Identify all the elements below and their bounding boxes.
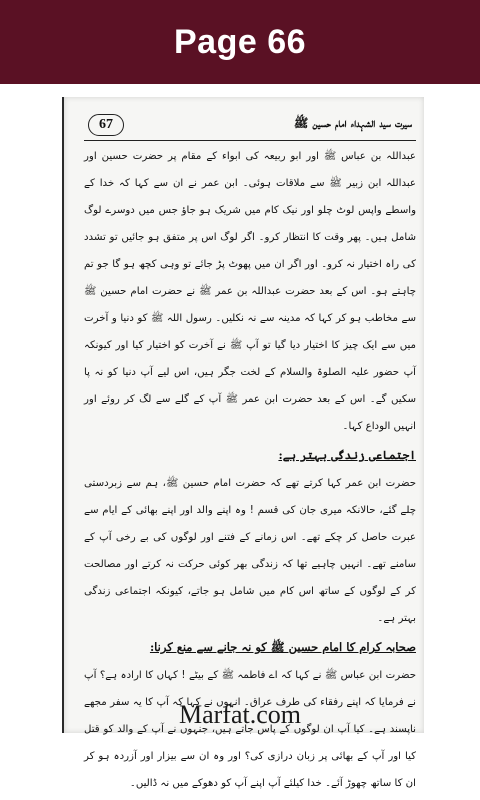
section-heading-2: صحابہ کرام کا امام حسین ﷺ کو نہ جانے سے منع کرنا:: [149, 640, 416, 654]
running-header-title: سیرت سید الشہداء امام حسین ﷺ: [293, 116, 412, 130]
footer-logo: Marfat.com: [178, 700, 301, 729]
scanned-page[interactable]: [62, 97, 424, 789]
page-title: Page 66: [173, 22, 307, 61]
printed-page-number: 67: [88, 114, 124, 136]
paragraph-1: عبداللہ بن عباس ﷺ اور ابو ربیعہ کی ابواء کے مقام پر حضرت حسین اور عبداللہ ابن زبیر ﷺ سے ملاقات ہوئی۔ ابن عمر نے ان سے کہا کہ خدا کے واسطے واپس لوٹ چلو اور نیک کام میں شریک ہو جاؤ جس میں دوسرے لوگ شامل ہیں۔ پھر وقت کا انتظار کرو۔ اگر لوگ اس پر متفق ہو جائیں تو تشدد کی راہ اختیار نہ کرو۔ اور اگر ان میں پھوٹ پڑ جائے تو وہی کچھ ہو گا جو تم چاہتے ہو۔ اس کے بعد حضرت عبداللہ بن عمر ﷺ نے حضرت امام حسین ﷺ سے مخاطب ہو کر کہا کہ مدینہ سے نہ نکلیں۔ رسول اللہ ﷺ کو دنیا و آخرت میں سے ایک چیز کا اختیار دیا گیا تو آپ ﷺ نے آخرت کو اختیار کیا اور کیونکہ آپ حضور علیہ الصلوۃ والسلام کے لخت جگر ہیں، اس لیے آپ دنیا کو نہ پا سکیں گے۔ اس کے بعد حضرت ابن عمر ﷺ آپ کے گلے سے لگ کر روئے اور انہیں الوداع کہا۔: [84, 151, 416, 432]
top-bar: [0, 0, 480, 84]
section-heading-1: اجتماعی زندگی بہتر ہے:: [278, 448, 416, 462]
running-header: [84, 109, 416, 141]
paragraph-3: حضرت ابن عباس ﷺ نے کہا کہ اے فاطمہ ﷺ کے بیٹے ! کہاں کا ارادہ ہے؟ آپ نے فرمایا کہ اپنے رفقاء کی طرف عراق۔ انہوں نے کہا کہ آپ کا یہ سفر مجھے ناپسند ہے۔ کیا آپ ان لوگوں کے پاس جاتے ہیں، جنہوں نے آپ کے والد کو قتل کیا اور آپ کے بھائی پر زبان درازی کی؟ اور وہ ان سے بیزار اور آزردہ ہو کر ان کا ساتھ چھوڑ آئے۔ خدا کیلئے آپ اپنے آپ کو دھوکے میں نہ ڈالیں۔: [84, 670, 416, 789]
paragraph-2: حضرت ابن عمر کہا کرتے تھے کہ حضرت امام حسین ﷺ، ہم سے زبردستی چلے گئے، حالانکہ میری جان کی قسم ! وہ اپنے والد اور اپنے بھائی کے ایام سے عبرت حاصل کر چکے تھے۔ اس زمانے کے فتنے اور لوگوں کی بے رخی آپ کے سامنے تھے۔ انہیں چاہیے تھا کہ زندگی بھر کوئی حرکت نہ کرتے اور مصالحت کر کے لوگوں کے ساتھ اس کام میں شامل ہو جاتے، کیونکہ اجتماعی زندگی بہتر ہے۔: [84, 478, 416, 624]
